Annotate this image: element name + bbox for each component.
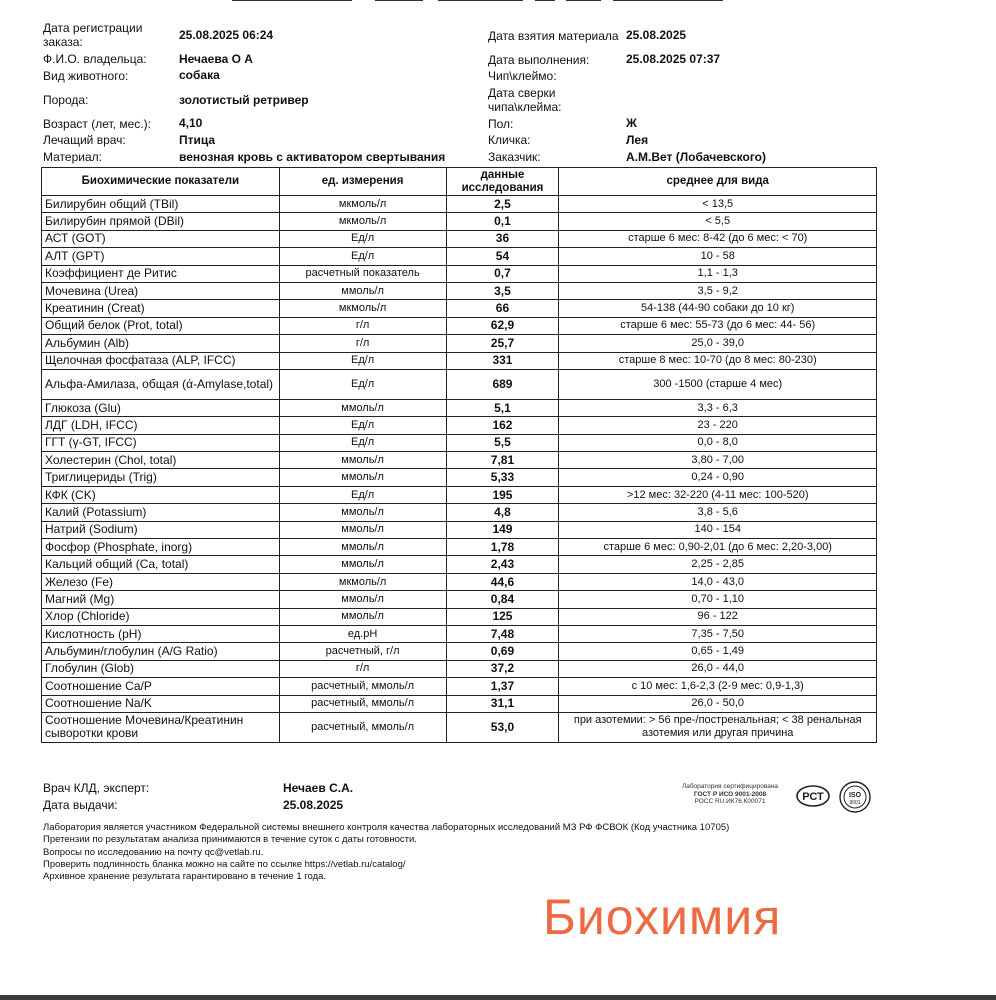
svg-text:ISO: ISO [848,792,862,799]
indicator-name-cell: Общий белок (Prot, total) [42,317,280,334]
value-cell: 7,48 [446,625,559,642]
indicator-name-cell: Билирубин общий (TBil) [42,196,280,213]
species-label: Вид животного: [43,69,129,83]
table-row [42,643,877,660]
value-cell: 195 [446,486,559,503]
table-row [42,248,877,265]
unit-cell: расчетный, ммоль/л [279,712,446,742]
table-row [42,196,877,213]
indicator-name-cell: ГГТ (γ-GT, IFCC) [42,434,280,451]
table-row [42,434,877,451]
issue-date-label: Дата выдачи: [43,798,118,812]
table-row [42,213,877,230]
unit-cell: Ед/л [279,486,446,503]
unit-cell: Ед/л [279,230,446,247]
chip-check-label: Дата сверки чипа\клейма: [488,86,562,114]
value-cell: 5,1 [446,399,559,416]
indicator-name-cell: Соотношение Ca/P [42,678,280,695]
indicator-name-cell: КФК (CK) [42,486,280,503]
customer-value: А.М.Вет (Лобачевского) [626,150,766,164]
value-cell: 0,84 [446,591,559,608]
table-row [42,230,877,247]
value-cell: 53,0 [446,712,559,742]
unit-cell: расчетный, ммоль/л [279,695,446,712]
note-line: Архивное хранение результата гарантировано в течение 1 года. [43,871,327,883]
value-cell: 1,37 [446,678,559,695]
unit-cell: мкмоль/л [279,213,446,230]
table-row [42,335,877,352]
table-row [42,265,877,282]
table-row [42,521,877,538]
table-header-row [42,168,877,196]
indicator-name-cell: Креатинин (Creat) [42,300,280,317]
note-line: Проверить подлинность бланка можно на сайте по ссылке https://vetlab.ru/catalog/ [43,858,406,870]
table-row [42,712,877,742]
table-row [42,452,877,469]
issue-date-value: 25.08.2025 [283,798,344,812]
sex-value: Ж [626,116,637,130]
reference-cell: старше 6 мес: 8-42 (до 6 мес: < 70) [559,230,877,247]
unit-cell: ммоль/л [279,521,446,538]
unit-cell: г/л [279,317,446,334]
unit-cell: ммоль/л [279,452,446,469]
pet-name-label: Кличка: [488,133,531,147]
breed-label: Порода: [43,93,89,107]
indicator-name-cell: Мочевина (Urea) [42,282,280,299]
column-header-reference: среднее для вида [559,168,877,196]
results-table-body [42,196,877,743]
unit-cell: Ед/л [279,248,446,265]
unit-cell: г/л [279,335,446,352]
reference-cell: >12 мес: 32-220 (4-11 мес: 100-520) [559,486,877,503]
reference-cell: 1,1 - 1,3 [559,265,877,282]
table-row [42,486,877,503]
unit-cell: мкмоль/л [279,573,446,590]
owner-label: Ф.И.О. владельца: [43,52,147,66]
value-cell: 5,5 [446,434,559,451]
indicator-name-cell: Соотношение Na/K [42,695,280,712]
reg-date-value: 25.08.2025 06:24 [179,28,274,42]
indicator-name-cell: Щелочная фосфатаза (ALP, IFCC) [42,352,280,369]
vet-label: Лечащий врач: [43,133,126,147]
table-row [42,300,877,317]
pct-certification-logo [796,785,830,807]
reference-cell: < 5,5 [559,213,877,230]
reference-cell: 0,70 - 1,10 [559,591,877,608]
expert-label: Врач КЛД, эксперт: [43,781,150,795]
indicator-name-cell: Хлор (Chloride) [42,608,280,625]
cert-line-3: РОСС RU.ИК76.К00071 [694,798,766,805]
value-cell: 149 [446,521,559,538]
reference-cell: 0,0 - 8,0 [559,434,877,451]
unit-cell: ед.pH [279,625,446,642]
reference-cell: 26,0 - 50,0 [559,695,877,712]
value-cell: 0,1 [446,213,559,230]
indicator-name-cell: Фосфор (Phosphate, inorg) [42,539,280,556]
indicator-name-cell: Альфа-Амилаза, общая (ά-Amylase,total) [42,369,280,399]
reference-cell: 14,0 - 43,0 [559,573,877,590]
reference-cell: старше 6 мес: 0,90-2,01 (до 6 мес: 2,20-3,00) [559,539,877,556]
table-row [42,573,877,590]
reference-cell: 54-138 (44-90 собаки до 10 кг) [559,300,877,317]
value-cell: 37,2 [446,660,559,677]
chip-label: Чип\клеймо: [488,69,557,83]
sample-date-label: Дата взятия материала [488,29,619,43]
reference-cell: старше 6 мес: 55-73 (до 6 мес: 44- 56) [559,317,877,334]
table-row [42,608,877,625]
value-cell: 125 [446,608,559,625]
expert-value: Нечаев С.А. [283,781,354,795]
value-cell: 0,69 [446,643,559,660]
indicator-name-cell: Магний (Mg) [42,591,280,608]
lab-notes [43,822,729,883]
reference-cell: старше 8 мес: 10-70 (до 8 мес: 80-230) [559,352,877,369]
unit-cell: ммоль/л [279,504,446,521]
value-cell: 2,43 [446,556,559,573]
indicator-name-cell: ЛДГ (LDH, IFCC) [42,417,280,434]
age-label: Возраст (лет, мес.): [43,117,151,131]
value-cell: 25,7 [446,335,559,352]
value-cell: 5,33 [446,469,559,486]
sample-date-value: 25.08.2025 [626,28,687,42]
unit-cell: Ед/л [279,434,446,451]
indicator-name-cell: АЛТ (GPT) [42,248,280,265]
owner-value: Нечаева О А [179,52,253,66]
reg-date-label: Дата регистрации заказа: [43,21,143,49]
certification-text [665,783,795,806]
indicator-name-cell: Глобулин (Glob) [42,660,280,677]
reference-cell: 300 -1500 (старше 4 мес) [559,369,877,399]
reference-cell: 26,0 - 44,0 [559,660,877,677]
unit-cell: ммоль/л [279,399,446,416]
reference-cell: 25,0 - 39,0 [559,335,877,352]
reference-cell: < 13,5 [559,196,877,213]
value-cell: 331 [446,352,559,369]
cert-line-1: Лаборатория сертифицирована [681,783,779,790]
column-header-value: данные исследования [446,168,559,196]
indicator-name-cell: Кислотность (pH) [42,625,280,642]
indicator-name-cell: Билирубин прямой (DBil) [42,213,280,230]
unit-cell: расчетный показатель [279,265,446,282]
value-cell: 62,9 [446,317,559,334]
value-cell: 689 [446,369,559,399]
species-value: собака [179,68,220,82]
unit-cell: ммоль/л [279,282,446,299]
reference-cell: 3,5 - 9,2 [559,282,877,299]
unit-cell: ммоль/л [279,539,446,556]
unit-cell: Ед/л [279,352,446,369]
table-row [42,678,877,695]
cropped-title-remnant [0,0,996,3]
breed-value: золотистый ретривер [179,93,309,107]
table-row [42,282,877,299]
value-cell: 162 [446,417,559,434]
value-cell: 36 [446,230,559,247]
indicator-name-cell: Коэффициент де Ритис [42,265,280,282]
column-header-indicator: Биохимические показатели [42,168,280,196]
indicator-name-cell: Калий (Potassium) [42,504,280,521]
value-cell: 4,8 [446,504,559,521]
table-row [42,556,877,573]
table-row [42,352,877,369]
vet-value: Птица [179,133,216,147]
value-cell: 0,7 [446,265,559,282]
table-row [42,625,877,642]
done-date-label: Дата выполнения: [488,53,590,67]
unit-cell: мкмоль/л [279,196,446,213]
unit-cell: ммоль/л [279,591,446,608]
unit-cell: расчетный, г/л [279,643,446,660]
indicator-name-cell: Железо (Fe) [42,573,280,590]
table-row [42,695,877,712]
cert-line-2: ГОСТ Р ИСО 9001-2008 [693,790,767,798]
reference-cell: 0,65 - 1,49 [559,643,877,660]
unit-cell: Ед/л [279,417,446,434]
sex-label: Пол: [488,117,514,131]
note-line: Лаборатория является участником Федеральной системы внешнего контроля качества лабораторных исследований МЗ РФ ФСВОК (Код участника 10705) [43,822,730,833]
note-line: Вопросы по исследованию на почту qc@vetlab.ru. [43,846,264,858]
page-title-biochemistry: Биохимия [543,889,782,945]
unit-cell: Ед/л [279,369,446,399]
reference-cell: 10 - 58 [559,248,877,265]
indicator-name-cell: Холестерин (Chol, total) [42,452,280,469]
reference-cell: с 10 мес: 1,6-2,3 (2-9 мес: 0,9-1,3) [559,678,877,695]
value-cell: 7,81 [446,452,559,469]
value-cell: 54 [446,248,559,265]
reference-cell: 7,35 - 7,50 [559,625,877,642]
unit-cell: мкмоль/л [279,300,446,317]
indicator-name-cell: Альбумин/глобулин (A/G Ratio) [42,643,280,660]
bottom-edge-bar [0,995,996,1000]
table-row [42,399,877,416]
table-row [42,369,877,399]
indicator-name-cell: Соотношение Мочевина/Креатинин сыворотки крови [42,712,280,742]
value-cell: 3,5 [446,282,559,299]
done-date-value: 25.08.2025 07:37 [626,52,721,66]
table-row [42,469,877,486]
iso-9001-logo [839,781,871,813]
table-row [42,660,877,677]
unit-cell: г/л [279,660,446,677]
material-value: венозная кровь с активатором свертывания [179,150,446,164]
reference-cell: 2,25 - 2,85 [559,556,877,573]
reference-cell: 3,80 - 7,00 [559,452,877,469]
value-cell: 66 [446,300,559,317]
material-label: Материал: [43,150,102,164]
column-header-unit: ед. измерения [279,168,446,196]
unit-cell: ммоль/л [279,556,446,573]
indicator-name-cell: Глюкоза (Glu) [42,399,280,416]
value-cell: 1,78 [446,539,559,556]
value-cell: 44,6 [446,573,559,590]
reference-cell: при азотемии: > 56 пре-/постренальная; < 38 ренальная азотемия или другая причина [559,712,877,742]
reference-cell: 96 - 122 [559,608,877,625]
reference-cell: 3,8 - 5,6 [559,504,877,521]
indicator-name-cell: Альбумин (Alb) [42,335,280,352]
age-value: 4,10 [179,116,203,130]
customer-label: Заказчик: [488,150,541,164]
indicator-name-cell: Натрий (Sodium) [42,521,280,538]
table-row [42,539,877,556]
reference-cell: 23 - 220 [559,417,877,434]
pet-name-value: Лея [626,133,649,147]
unit-cell: ммоль/л [279,608,446,625]
reference-cell: 0,24 - 0,90 [559,469,877,486]
unit-cell: ммоль/л [279,469,446,486]
svg-text:РСТ: РСТ [802,791,824,803]
indicator-name-cell: Кальций общий (Ca, total) [42,556,280,573]
table-row [42,591,877,608]
table-row [42,504,877,521]
note-line: Претензии по результатам анализа принимаются в течение суток с даты готовности. [43,834,417,846]
svg-text:9001: 9001 [849,800,861,806]
indicator-name-cell: АСТ (GOT) [42,230,280,247]
results-table [41,167,877,743]
reference-cell: 140 - 154 [559,521,877,538]
value-cell: 31,1 [446,695,559,712]
table-row [42,417,877,434]
indicator-name-cell: Триглицериды (Trig) [42,469,280,486]
table-row [42,317,877,334]
reference-cell: 3,3 - 6,3 [559,399,877,416]
value-cell: 2,5 [446,196,559,213]
unit-cell: расчетный, ммоль/л [279,678,446,695]
